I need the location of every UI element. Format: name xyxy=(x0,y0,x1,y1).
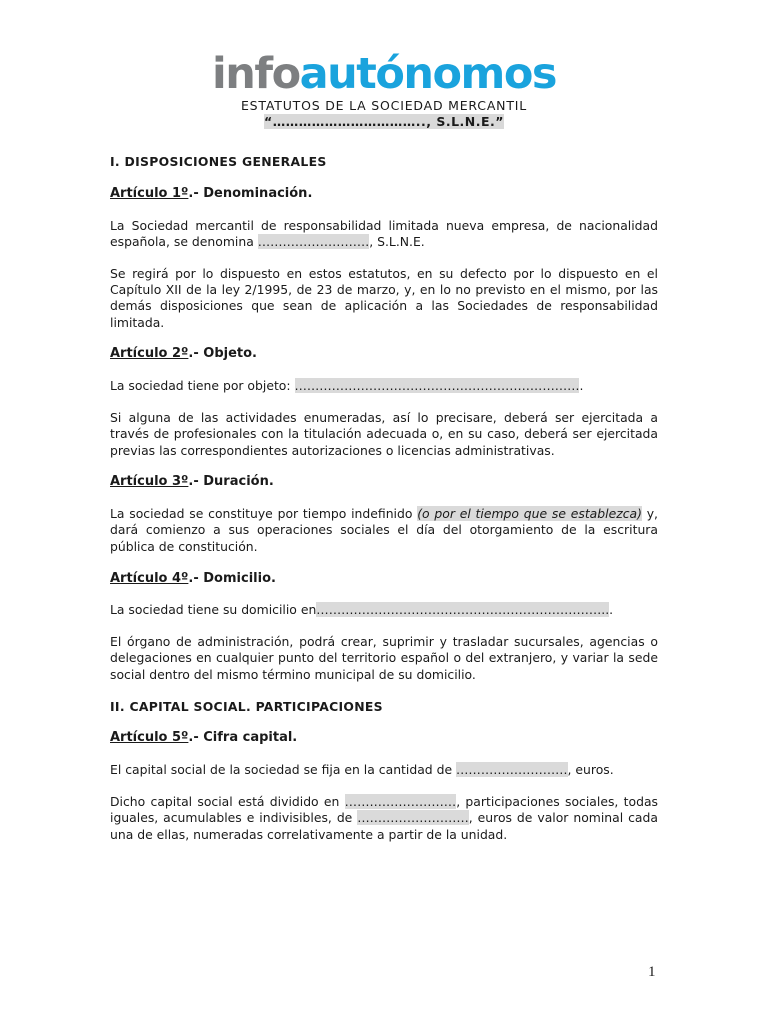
article-5-p1-text: El capital social de la sociedad se fija en la cantidad de xyxy=(110,762,457,778)
article-2-number: Artículo 2º xyxy=(110,346,189,362)
document-body xyxy=(110,154,658,858)
article-4-heading xyxy=(110,571,658,587)
article-4-paragraph-2: El órgano de administración, podrá crear, suprimir y trasladar sucursales, agencias o delegaciones en cualquier punto del territorio español o del extranjero, y variar la sede social dentro del mismo término municipal de su domicilio. xyxy=(110,634,658,682)
document-title: ESTATUTOS DE LA SOCIEDAD MERCANTIL xyxy=(240,98,528,113)
section-heading-capital: II. CAPITAL SOCIAL. PARTICIPACIONES xyxy=(110,698,383,714)
article-5-p2-text-3: , euros de valor nominal cada una de ellas, numeradas correlativamente a partir de la unidad. xyxy=(110,810,658,842)
article-4-number: Artículo 4º xyxy=(110,570,189,586)
nominal-value-field[interactable]: ……………………… xyxy=(357,810,469,826)
article-5-number: Artículo 5º xyxy=(110,730,189,746)
article-3-heading xyxy=(110,474,658,490)
article-2-heading xyxy=(110,346,658,362)
article-2-p1-text: La sociedad tiene por objeto: xyxy=(110,378,295,394)
article-5-title: .- Cifra capital. xyxy=(188,730,298,746)
article-5-paragraph-2 xyxy=(110,794,658,843)
denomination-field[interactable]: ……………………… xyxy=(257,233,370,249)
article-4-paragraph-1 xyxy=(110,602,658,618)
article-3-number: Artículo 3º xyxy=(110,474,189,490)
section-heading-disposiciones: I. DISPOSICIONES GENERALES xyxy=(110,154,327,169)
article-4-title: .- Domicilio. xyxy=(188,570,276,586)
article-1-p1-text: La Sociedad mercantil de responsabilidad limitada nueva empresa, de nacionalidad española, se denomina xyxy=(110,217,658,249)
document-subtitle xyxy=(0,114,768,130)
article-2-title: .- Objeto. xyxy=(188,346,257,362)
duration-field[interactable]: (o por el tiempo que se establezca) xyxy=(417,506,642,522)
logo-info-text: info xyxy=(212,49,300,99)
article-2-paragraph-1 xyxy=(110,378,658,394)
company-name-field[interactable]: “…………………………….., S.L.N.E.” xyxy=(264,114,504,129)
article-2-p1-after: . xyxy=(579,378,584,394)
article-1-p1-after: , S.L.N.E. xyxy=(369,233,425,249)
article-1-paragraph-1 xyxy=(110,218,658,251)
page-number: 1 xyxy=(648,964,656,980)
article-3-title: .- Duración. xyxy=(188,474,274,490)
infoautonomos-logo xyxy=(0,50,768,98)
article-2-paragraph-2: Si alguna de las actividades enumeradas, así lo precisare, deberá ser ejercitada a través de profesionales con la titulación adecuada o, en su caso, deberá ser ejercitada previas las correspondientes autorizaciones o licencias administrativas. xyxy=(110,409,658,458)
article-1-heading xyxy=(110,186,658,202)
article-3-p1-after: y, dará comienzo a sus operaciones sociales el día del otorgamiento de la escritura pública de constitución. xyxy=(110,506,658,554)
article-3-p1-text: La sociedad se constituye por tiempo indefinido xyxy=(110,506,418,522)
article-5-heading xyxy=(110,730,658,746)
participations-count-field[interactable]: ……………………… xyxy=(344,793,457,809)
capital-amount-field[interactable]: ……………………… xyxy=(456,762,568,778)
article-4-p1-text: La sociedad tiene su domicilio en xyxy=(110,602,317,618)
object-field[interactable]: …………………………………………………………… xyxy=(294,378,580,394)
article-5-p2-text-2: , participaciones sociales, todas iguales, acumulables e indivisibles, de xyxy=(110,793,658,826)
article-1-paragraph-2: Se regirá por lo dispuesto en estos estatutos, en su defecto por lo dispuesto en el Capítulo XII de la ley 2/1995, de 23 de marzo, y, en lo no previsto en el mismo, por las demás disposiciones que sean de aplicación a las Sociedades de responsabilidad limitada. xyxy=(110,265,658,330)
logo-autonomos-text: autónomos xyxy=(299,49,556,99)
article-5-p2-text-1: Dicho capital social está dividido en xyxy=(110,793,345,809)
domicile-field[interactable]: …………………………………………………………….. xyxy=(316,602,610,618)
article-5-paragraph-1 xyxy=(110,762,658,778)
article-1-title: .- Denominación. xyxy=(188,185,313,201)
article-3-paragraph-1 xyxy=(110,506,658,555)
article-4-p1-after: . xyxy=(609,602,614,618)
article-1-number: Artículo 1º xyxy=(110,185,189,201)
article-5-p1-after: , euros. xyxy=(567,762,614,778)
